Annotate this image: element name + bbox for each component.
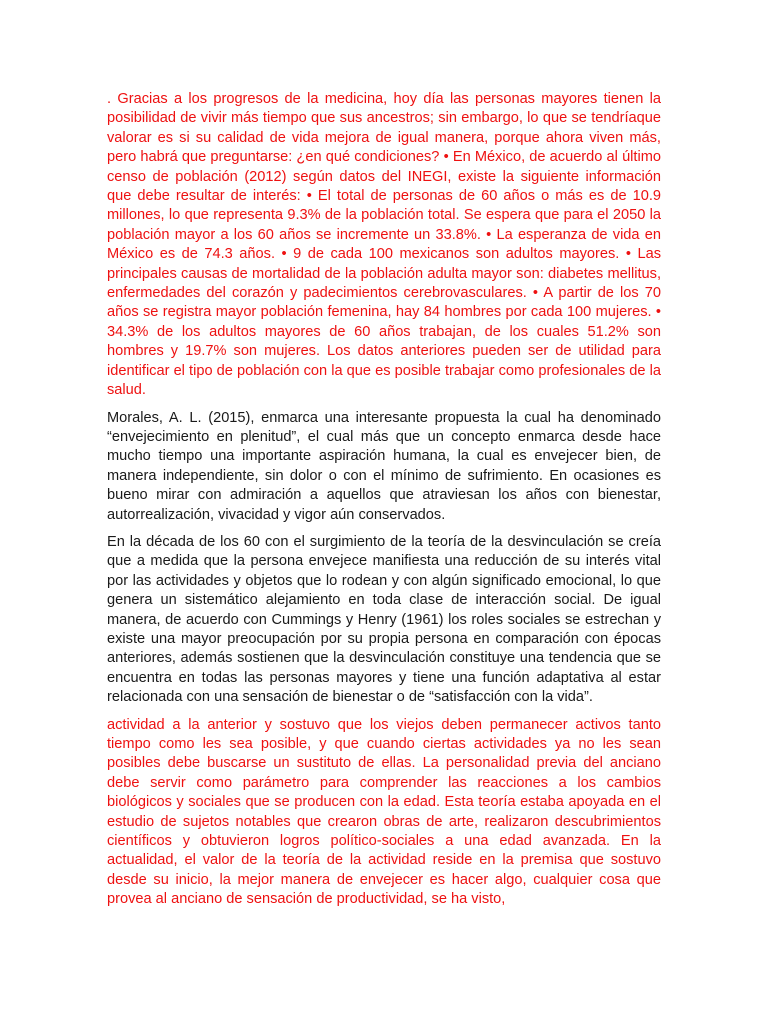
paragraph-demographics: . Gracias a los progresos de la medicina, hoy día las personas mayores tienen la posibilidad de vivir más tiempo que sus ancestros; sin embargo, lo que se tendríaque valorar es si su calidad de vida mejora de igual manera, porque ahora viven más, pero habrá que preguntarse: ¿en qué condiciones? • En México, de acuerdo al último censo de población (2012) según datos del INEGI, existe la siguiente información que debe resultar de interés: • El total de personas de 60 años o más es de 10.9 millones, lo que representa 9.3% de la población total. Se espera que para el 2050 la población mayor a los 60 años se incremente un 33.8%. • La esperanza de vida en México es de 74.3 años. • 9 de cada 100 mexicanos son adultos mayores. • Las principales causas de mortalidad de la población adulta mayor son: diabetes mellitus, enfermedades del corazón y padecimientos cerebrovasculares. • A partir de los 70 años se registra mayor población femenina, hay 84 hombres por cada 100 mujeres. • 34.3% de los adultos mayores de 60 años trabajan, de los cuales 51.2% son hombres y 19.7% son mujeres. Los datos anteriores pueden ser de utilidad para identificar el tipo de población con la que es posible trabajar como profesionales de la salud. <box>107 91 661 399</box>
paragraph-teoria-desvinculacion: En la década de los 60 con el surgimiento de la teoría de la desvinculación se creía que a medida que la persona envejece manifiesta una reducción de su interés vital por las actividades y objetos que lo rodean y con algún significado emocional, lo que genera un sistemático alejamiento en toda clase de interacción social. De igual manera, de acuerdo con Cummings y Henry (1961) los roles sociales se estrechan y existe una mayor preocupación por su propia persona en comparación con épocas anteriores, además sostienen que la desvinculación constituye una tendencia que se encuentra en todas las personas mayores y tiene una función adaptativa al estar relacionada con una sensación de bienestar o de “satisfacción con la vida”. <box>107 533 661 706</box>
document-page <box>107 90 661 918</box>
paragraph-teoria-actividad: actividad a la anterior y sostuvo que los viejos deben permanecer activos tanto tiempo como les sea posible, y que cuando ciertas actividades ya no les sean posibles debe buscarse un sustituto de ellas. La personalidad previa del anciano debe servir como parámetro para comprender las reacciones a los cambios biológicos y sociales que se producen con la edad. Esta teoría estaba apoyada en el estudio de sujetos notables que crearon obras de arte, realizaron descubrimientos científicos y obtuvieron logros político-sociales a una edad avanzada. En la actualidad, el valor de la teoría de la actividad reside en la premisa que sostuvo desde su inicio, la mejor manera de envejecer es hacer algo, cualquier cosa que provea al anciano de sensación de productividad, se ha visto, <box>107 716 661 908</box>
paragraph-envejecimiento-plenitud: Morales, A. L. (2015), enmarca una interesante propuesta la cual ha denominado “envejecimiento en plenitud”, el cual más que un concepto enmarca desde hace mucho tiempo una importante aspiración humana, la cual es envejecer bien, de manera independiente, sin dolor o con el mínimo de sufrimiento. En ocasiones es bueno mirar con admiración a aquellos que atraviesan los años con bienestar, autorrealización, vivacidad y vigor aún conservados. <box>107 409 661 523</box>
